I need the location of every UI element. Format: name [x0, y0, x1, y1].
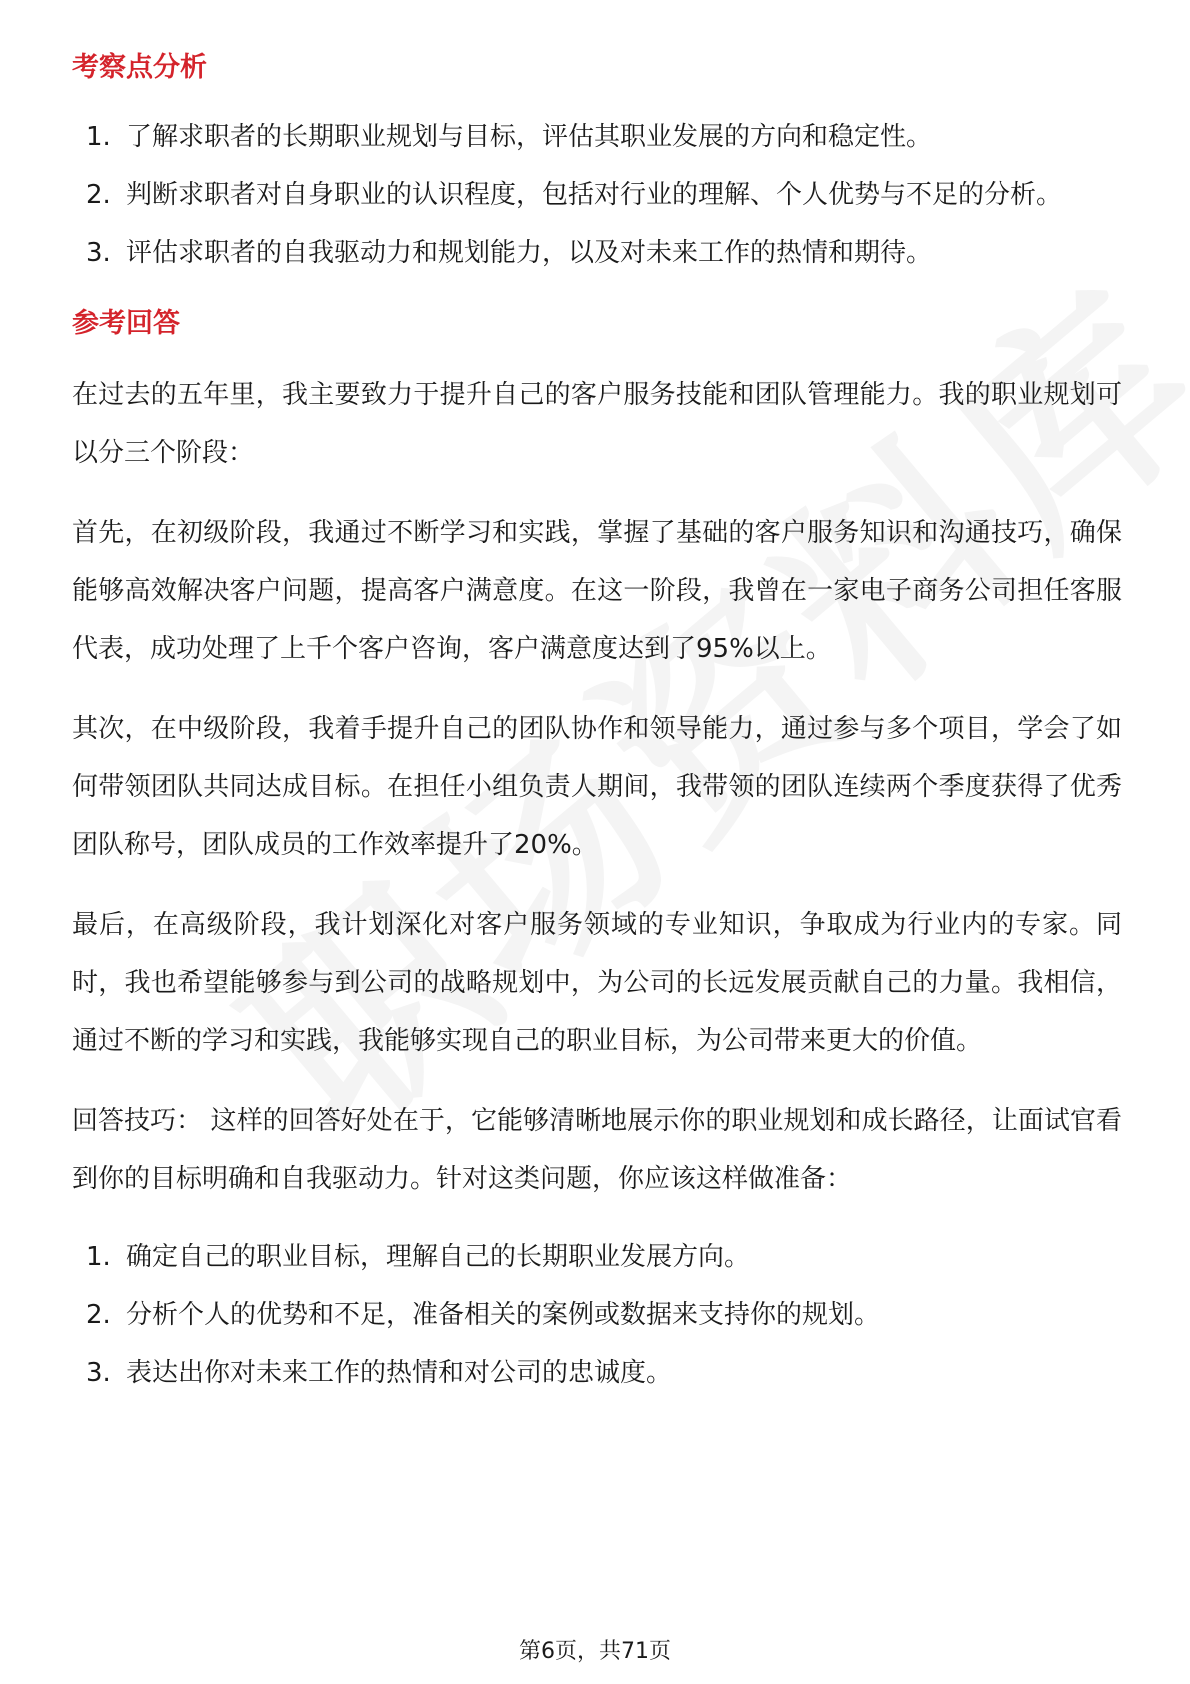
analysis-list [72, 108, 1122, 282]
list-item [72, 166, 1122, 224]
list-number: 1. [86, 122, 111, 152]
page-content [72, 48, 1122, 1402]
list-number: 2. [86, 1300, 111, 1330]
tips-list [72, 1228, 1122, 1402]
list-item-text: 确定自己的职业目标，理解自己的长期职业发展方向。 [126, 1242, 751, 1272]
answer-paragraph: 首先，在初级阶段，我通过不断学习和实践，掌握了基础的客户服务知识和沟通技巧，确保能够高效解决客户问题，提高客户满意度。在这一阶段，我曾在一家电子商务公司担任客服代表，成功处理了上千个客户咨询，客户满意度达到了95%以上。 [72, 518, 1122, 664]
answer-paragraph: 其次，在中级阶段，我着手提升自己的团队协作和领导能力，通过参与多个项目，学会了如何带领团队共同达成目标。在担任小组负责人期间，我带领的团队连续两个季度获得了优秀团队称号，团队成员的工作效率提升了20%。 [72, 714, 1122, 860]
section-heading-analysis: 考察点分析 [72, 52, 207, 83]
list-item-text: 判断求职者对自身职业的认识程度，包括对行业的理解、个人优势与不足的分析。 [126, 180, 1063, 210]
list-number: 3. [86, 1358, 111, 1388]
page-number: 第6页，共71页 [519, 1639, 671, 1664]
list-number: 3. [86, 238, 111, 268]
list-item [72, 224, 1122, 282]
answer-paragraph: 在过去的五年里，我主要致力于提升自己的客户服务技能和团队管理能力。我的职业规划可以分三个阶段： [72, 380, 1122, 468]
answer-paragraph: 最后，在高级阶段，我计划深化对客户服务领域的专业知识，争取成为行业内的专家。同时，我也希望能够参与到公司的战略规划中，为公司的长远发展贡献自己的力量。我相信，通过不断的学习和实践，我能够实现自己的职业目标，为公司带来更大的价值。 [72, 910, 1122, 1056]
list-item [72, 1228, 1122, 1286]
list-item-text: 评估求职者的自我驱动力和规划能力，以及对未来工作的热情和期待。 [126, 238, 933, 268]
list-item [72, 1344, 1122, 1402]
section-heading-answer: 参考回答 [72, 308, 180, 339]
list-item-text: 表达出你对未来工作的热情和对公司的忠诚度。 [126, 1358, 673, 1388]
tips-intro-paragraph: 回答技巧： 这样的回答好处在于，它能够清晰地展示你的职业规划和成长路径，让面试官看到你的目标明确和自我驱动力。针对这类问题，你应该这样做准备： [72, 1106, 1122, 1194]
list-item [72, 108, 1122, 166]
list-number: 1. [86, 1242, 111, 1272]
list-item-text: 了解求职者的长期职业规划与目标，评估其职业发展的方向和稳定性。 [126, 122, 933, 152]
list-number: 2. [86, 180, 111, 210]
list-item [72, 1286, 1122, 1344]
list-item-text: 分析个人的优势和不足，准备相关的案例或数据来支持你的规划。 [126, 1300, 881, 1330]
